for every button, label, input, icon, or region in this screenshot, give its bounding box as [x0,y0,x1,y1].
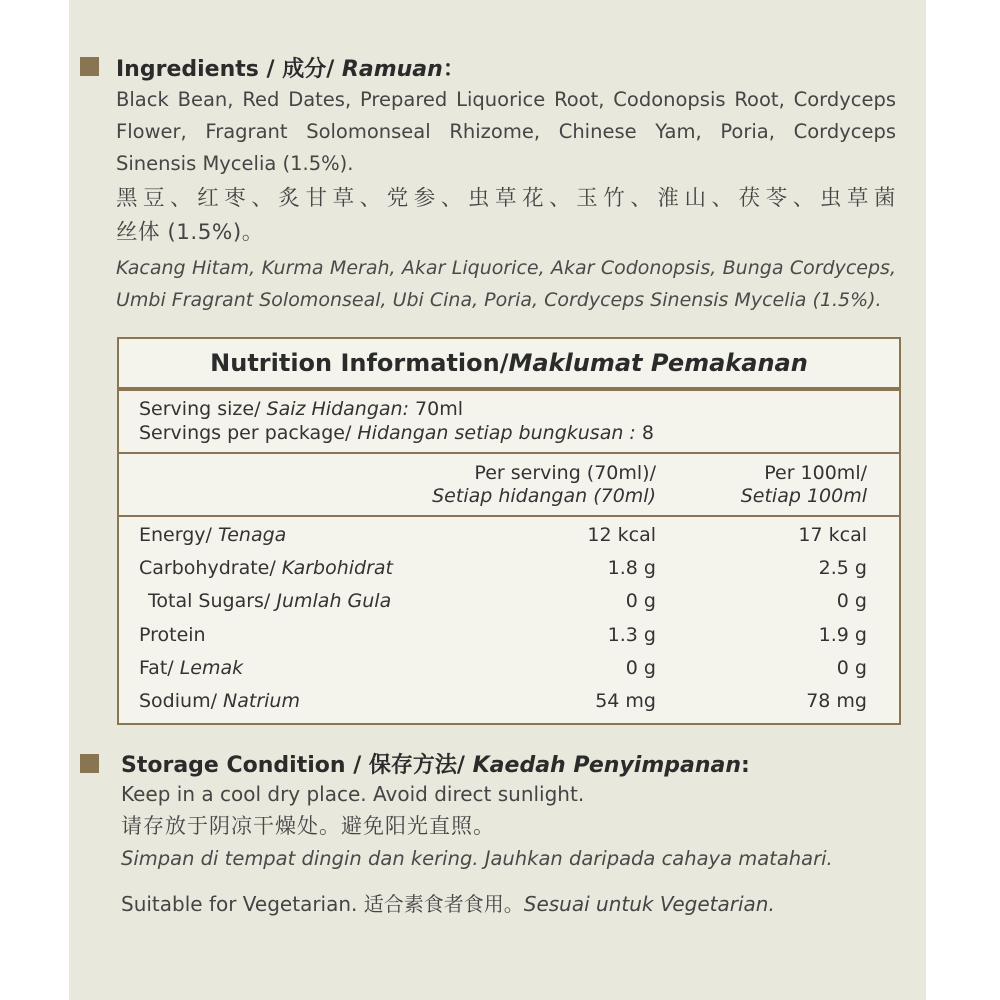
protein-per-100ml: 1.9 g [818,624,867,646]
storage-heading-zh: 保存方法 [368,753,457,778]
row-label-ms: Jumlah Gula [276,590,392,612]
servings-per-package-line [139,421,654,445]
col1-ms: Setiap hidangan (70ml) [432,485,656,507]
ingredients-bullet-square [80,57,99,76]
serving-size-label: Serving size/ [139,398,267,420]
row-label-en: Sodium/ [139,690,224,712]
row-label-en: Total Sugars/ [148,590,277,612]
ingredients-heading-colon: ： [442,57,465,82]
ingredients-ms-line2: Umbi Fragrant Solomonseal, Ubi Cina, Poria, Cordyceps Sinensis Mycelia (1.5%). [116,289,882,311]
nutrition-title-en: Nutrition Information/ [210,349,509,377]
storage-heading-sep: / [456,753,473,778]
row-label-ms: Karbohidrat [281,557,394,579]
row-label-en: Protein [139,624,206,646]
protein-per-serving: 1.3 g [607,624,656,646]
nutrition-title-ms: Maklumat Pemakanan [508,349,808,377]
divider-line [119,452,899,454]
energy-per-serving: 12 kcal [587,524,656,546]
storage-heading-ms: Kaedah Penyimpanan [472,753,742,778]
column-header-per-serving [432,462,656,508]
col1-en: Per serving (70ml)/ [474,462,656,484]
row-label-en: Carbohydrate/ [139,557,282,579]
row-label-en: Energy/ [139,524,218,546]
ingredients-en-line1: Black Bean, Red Dates, Prepared Liquorice Root, Codonopsis Root, Cordyceps [116,88,896,111]
energy-per-100ml: 17 kcal [798,524,867,546]
total-sugars-per-serving: 0 g [625,590,656,612]
ingredients-malay [116,252,896,316]
vegetarian-ms: Sesuai untuk Vegetarian. [523,892,775,916]
row-label-sodium [139,690,300,712]
nutrition-table [117,337,901,725]
ingredients-heading-sep: / [326,57,342,82]
storage-malay: Simpan di tempat dingin dan kering. Jauhkan daripada cahaya matahari. [121,847,833,870]
serving-size-label-ms: Saiz Hidangan: [266,398,409,420]
row-label-protein [139,624,206,646]
col2-ms: Setiap 100ml [740,485,867,507]
row-label-ms: Lemak [179,657,244,679]
storage-bullet-square [80,754,99,773]
storage-heading-en: Storage Condition / [121,753,369,778]
column-header-per-100ml [741,462,867,508]
row-label-ms: Natrium [223,690,300,712]
storage-chinese: 请存放于阴凉干燥处。避免阳光直照。 [121,814,495,838]
vegetarian-en: Suitable for Vegetarian. [121,892,364,916]
ingredients-zh-line2: 丝体 (1.5%)。 [116,220,264,245]
storage-heading-colon: : [741,753,750,778]
divider-line [119,515,899,517]
total-sugars-per-100ml: 0 g [836,590,867,612]
ingredients-en-line3: Sinensis Mycelia (1.5%). [116,152,354,175]
serving-info [139,397,654,445]
carbohydrate-per-100ml: 2.5 g [818,557,867,579]
row-label-ms: Tenaga [217,524,287,546]
row-label-fat [139,657,243,679]
ingredients-zh-line1: 黑豆、红枣、炙甘草、党参、虫草花、玉竹、淮山、茯苓、虫草菌 [116,186,896,211]
ingredients-en-line2: Flower, Fragrant Solomonseal Rhizome, Chinese Yam, Poria, Cordyceps [116,120,896,143]
serving-size-value: 70ml [408,398,463,420]
col2-en: Per 100ml/ [764,462,867,484]
row-label-total-sugars [148,590,391,612]
carbohydrate-per-serving: 1.8 g [607,557,656,579]
fat-per-100ml: 0 g [836,657,867,679]
ingredients-chinese [116,182,896,250]
ingredients-heading [116,52,465,83]
ingredients-heading-zh: 成分 [282,57,327,82]
nutrition-title [119,339,899,391]
servings-label: Servings per package/ [139,422,358,444]
ingredients-english [116,84,896,180]
ingredients-ms-line1: Kacang Hitam, Kurma Merah, Akar Liquorice, Akar Codonopsis, Bunga Cordyceps, [116,257,896,279]
fat-per-serving: 0 g [625,657,656,679]
servings-label-ms: Hidangan setiap bungkusan : [357,422,636,444]
row-label-carbohydrate [139,557,393,579]
ingredients-heading-ms: Ramuan [341,57,443,82]
storage-english: Keep in a cool dry place. Avoid direct sunlight. [121,782,585,806]
ingredients-heading-en: Ingredients / [116,57,283,82]
sodium-per-100ml: 78 mg [806,690,867,712]
sodium-per-serving: 54 mg [595,690,656,712]
storage-heading [121,748,750,779]
vegetarian-zh: 适合素食者食用。 [363,892,524,916]
vegetarian-statement [121,888,775,920]
servings-value: 8 [635,422,654,444]
serving-size-line [139,397,654,421]
row-label-energy [139,524,286,546]
row-label-en: Fat/ [139,657,180,679]
